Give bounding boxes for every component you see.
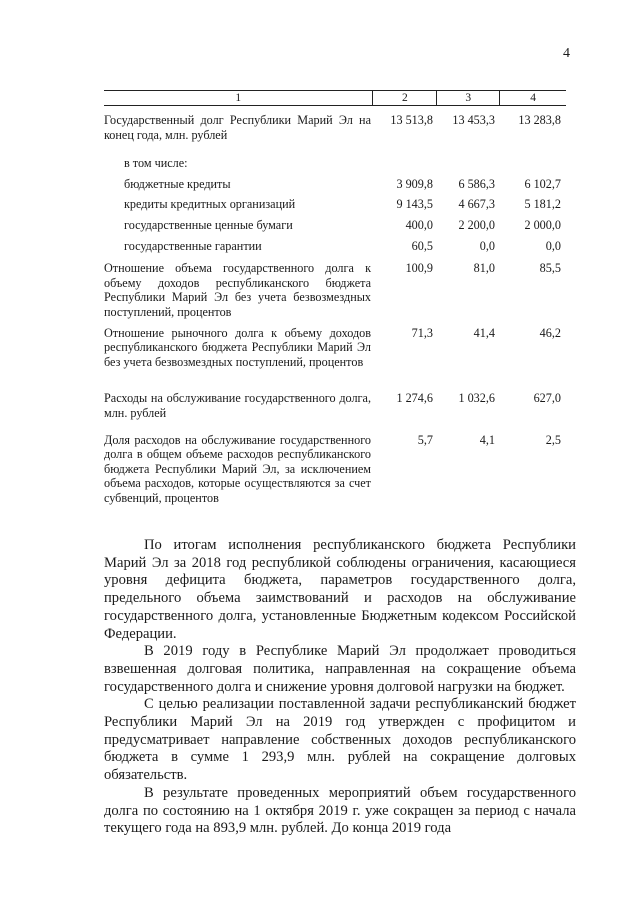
row-value: 627,0: [533, 391, 561, 406]
row-value: 400,0: [405, 217, 433, 232]
row-value: 2 200,0: [458, 217, 495, 232]
debt-table: [104, 90, 566, 505]
table-row: [104, 261, 566, 319]
row-value: 3 909,8: [396, 176, 433, 191]
row-value: 5 181,2: [524, 197, 561, 212]
column-header: 3: [437, 91, 500, 105]
row-value: 41,4: [473, 325, 495, 340]
row-label: Расходы на обслуживание государственного долга, млн. рублей: [104, 391, 371, 420]
row-value: 2 000,0: [524, 217, 561, 232]
row-value: 13 453,3: [452, 113, 495, 127]
row-value: 6 102,7: [524, 176, 561, 191]
row-label: государственные ценные бумаги: [124, 217, 293, 232]
table-row: [104, 113, 566, 142]
row-value: 6 586,3: [458, 176, 495, 191]
table-row: [104, 326, 566, 370]
table-row: [104, 391, 566, 420]
page-number: 4: [563, 46, 570, 61]
row-value: 13 513,8: [390, 113, 433, 127]
table-header-row: [104, 90, 566, 106]
row-value: 5,7: [417, 432, 433, 447]
row-value: 4,1: [479, 432, 495, 447]
row-value: 81,0: [473, 261, 495, 276]
row-label: Государственный долг Республики Марий Эл на конец года, млн. рублей: [104, 113, 371, 142]
table-row: [104, 433, 566, 506]
table-row: [104, 218, 566, 233]
body-text: [104, 537, 576, 838]
table-row: [104, 239, 566, 254]
row-label: государственные гарантии: [124, 238, 262, 253]
row-value: 71,3: [411, 325, 433, 340]
table-row: [104, 156, 566, 171]
paragraph: В 2019 году в Республике Марий Эл продолжает проводиться взвешенная долговая политика, направленная на сокращение объема государственного долга и снижение уровня долговой нагрузки на бюджет.: [104, 643, 576, 695]
row-label: Доля расходов на обслуживание государственного долга в общем объеме расходов республиканского бюджета Республики Марий Эл, за исключением объема расходов, которые осуществляются за счет субвенций, процентов: [104, 432, 371, 505]
row-value: 1 032,6: [458, 391, 495, 406]
row-value: 0,0: [545, 238, 561, 253]
paragraph: С целью реализации поставленной задачи республиканский бюджет Республики Марий Эл на 2019 год утвержден с профицитом и предусматривает направление собственных доходов республиканского бюджета в сумме 1 293,9 млн. рублей на сокращение долговых обязательств.: [104, 696, 576, 784]
row-value: 2,5: [545, 432, 561, 447]
column-header: 2: [373, 91, 437, 105]
row-label: в том числе:: [124, 156, 188, 171]
row-value: 46,2: [539, 325, 561, 340]
column-header: 1: [104, 91, 373, 105]
row-value: 100,9: [405, 261, 433, 276]
table-row: [104, 197, 566, 212]
row-label: Отношение рыночного долга к объему доходов республиканского бюджета Республики Марий Эл без учета безвозмездных поступлений, процентов: [104, 325, 371, 369]
row-label: кредиты кредитных организаций: [124, 197, 296, 212]
row-label: бюджетные кредиты: [124, 176, 231, 191]
paragraph: В результате проведенных мероприятий объем государственного долга по состоянию на 1 октября 2019 г. уже сокращен за период с начала текущего года на 893,9 млн. рублей. До конца 2019 года: [104, 784, 576, 837]
table-body: [104, 113, 566, 505]
table-row: [104, 177, 566, 192]
row-value: 1 274,6: [396, 391, 433, 406]
row-value: 13 283,8: [518, 113, 561, 127]
row-value: 0,0: [479, 238, 495, 253]
row-value: 9 143,5: [396, 197, 433, 212]
row-value: 85,5: [539, 261, 561, 276]
row-label: Отношение объема государственного долга к объему доходов республиканского бюджета Республики Марий Эл без учета безвозмездных поступлений, процентов: [104, 261, 371, 319]
paragraph: По итогам исполнения республиканского бюджета Республики Марий Эл за 2018 год республикой соблюдены ограничения, касающиеся уровня дефицита бюджета, параметров государственного долга, предельного объема заимствований и расходов на обслуживание государственного долга, установленные Бюджетным кодексом Российской Федерации.: [104, 537, 576, 642]
row-value: 60,5: [411, 238, 433, 253]
row-value: 4 667,3: [458, 197, 495, 212]
column-header: 4: [530, 92, 536, 104]
